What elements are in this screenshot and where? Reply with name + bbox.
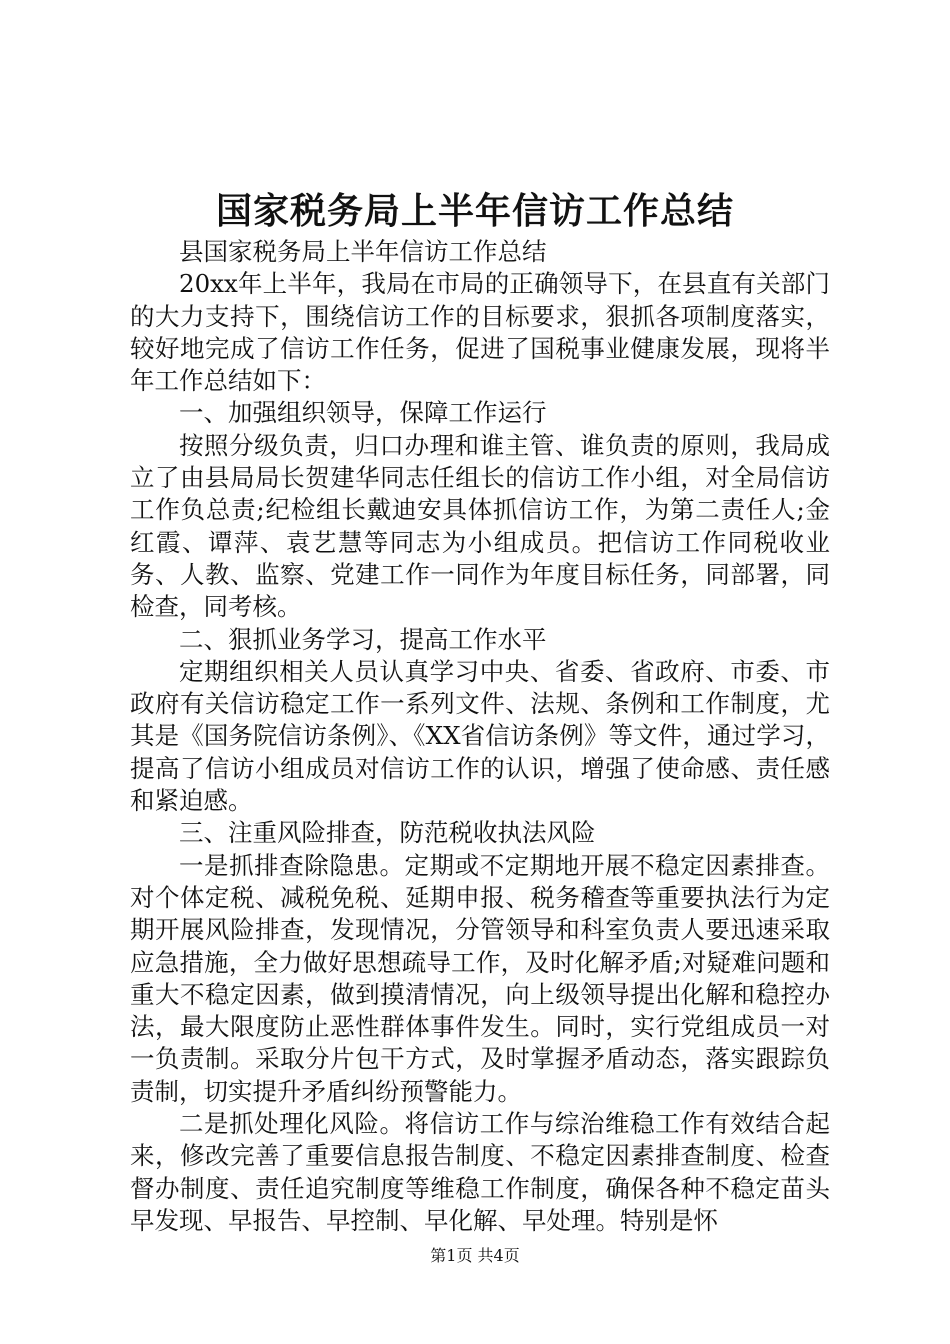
section-heading-3: 三、注重风险排查，防范税收执法风险 (179, 818, 596, 848)
paragraph-intro: 20xx年上半年，我局在市局的正确领导下，在县直有关部门的大力支持下，围绕信访工作的目标要求，狠抓各项制度落实，较好地完成了信访工作任务，促进了国税事业健康发展，现将半年工作总结如下： (130, 269, 830, 396)
section-heading-1: 一、加强组织领导，保障工作运行 (179, 398, 547, 428)
document-body (130, 236, 830, 1237)
paragraph-section-3b: 二是抓处理化风险。将信访工作与综治维稳工作有效结合起来，修改完善了重要信息报告制度、不稳定因素排查制度、检查督办制度、责任追究制度等维稳工作制度，确保各种不稳定苗头早发现、早报告、早控制、早化解、早处理。特别是怀 (130, 1109, 830, 1235)
section-heading-2: 二、狠抓业务学习，提高工作水平 (179, 624, 547, 654)
document-title: 国家税务局上半年信访工作总结 (215, 190, 734, 232)
paragraph-subtitle: 县国家税务局上半年信访工作总结 (179, 237, 547, 266)
paragraph-section-2: 定期组织相关人员认真学习中央、省委、省政府、市委、市政府有关信访稳定工作一系列文件、法规、条例和工作制度，尤其是《国务院信访条例》、《XX省信访条例》等文件，通过学习，提高了信访小组成员对信访工作的认识，增强了使命感、责任感和紧迫感。 (130, 656, 830, 816)
paragraph-section-3a: 一是抓排查除隐患。定期或不定期地开展不稳定因素排查。对个体定税、减税免税、延期申报、税务稽查等重要执法行为定期开展风险排查，发现情况，分管领导和科室负责人要迅速采取应急措施，全力做好思想疏导工作，及时化解矛盾;对疑难问题和重大不稳定因素，做到摸清情况，向上级领导提出化解和稳控办法，最大限度防止恶性群体事件发生。同时，实行党组成员一对一负责制。采取分片包干方式，及时掌握矛盾动态，落实跟踪负责制，切实提升矛盾纠纷预警能力。 (130, 850, 830, 1106)
page-footer: 第1页 共4页 (430, 1246, 520, 1265)
paragraph-section-1: 按照分级负责，归口办理和谁主管、谁负责的原则，我局成立了由县局局长贺建华同志任组长的信访工作小组，对全局信访工作负总责;纪检组长戴迪安具体抓信访工作，为第二责任人;金红霞、谭萍、袁艺慧等同志为小组成员。把信访工作同税收业务、人教、监察、党建工作一同作为年度目标任务，同部署，同检查，同考核。 (130, 430, 830, 622)
